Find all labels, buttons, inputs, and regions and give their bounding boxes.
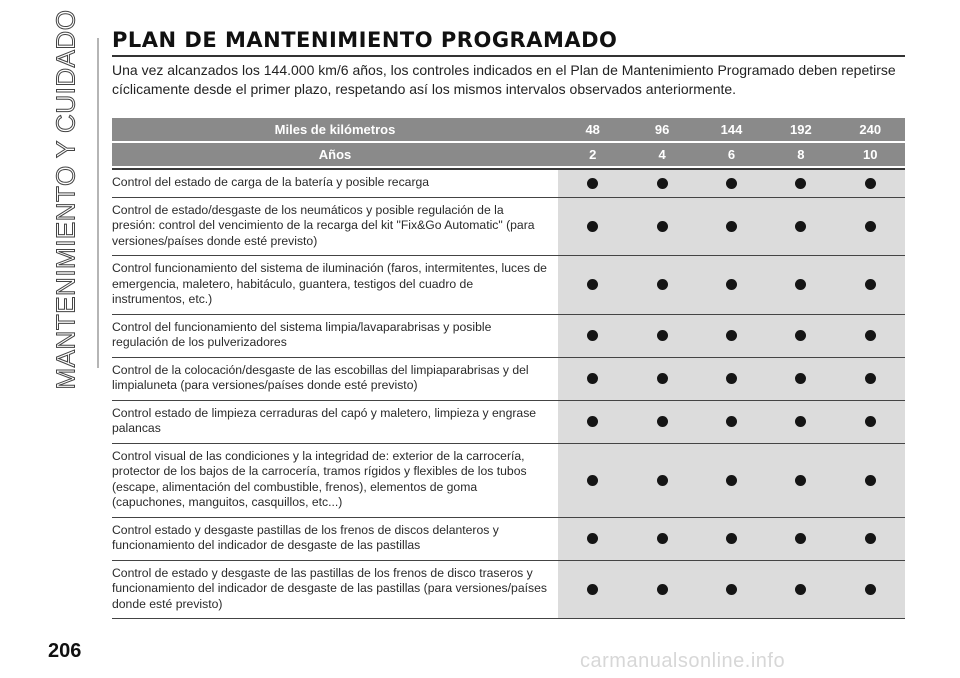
interval-cell — [697, 416, 766, 427]
interval-cell — [697, 178, 766, 189]
interval-cell — [697, 475, 766, 486]
interval-cell — [836, 279, 905, 290]
check-dot-icon — [865, 178, 876, 189]
header-year-value: 10 — [863, 147, 878, 162]
row-description: Control funcionamiento del sistema de iluminación (faros, intermitentes, luces de emergencia, maletero, habitáculo, guantera, testigos del cuadro de instrumentos, etc.) — [112, 256, 558, 314]
check-dot-icon — [587, 221, 598, 232]
check-dot-icon — [865, 584, 876, 595]
interval-cell — [766, 279, 835, 290]
interval-cell — [836, 221, 905, 232]
interval-cell — [697, 584, 766, 595]
interval-cell — [558, 373, 627, 384]
header-years-label: Años — [318, 147, 352, 162]
row-interval-cells — [558, 170, 905, 197]
interval-cell — [558, 584, 627, 595]
check-dot-icon — [795, 330, 806, 341]
section-side-title — [46, 9, 86, 389]
check-dot-icon — [587, 416, 598, 427]
interval-cell — [697, 279, 766, 290]
header-km-value: 48 — [585, 122, 600, 137]
table-row — [112, 170, 905, 198]
check-dot-icon — [865, 533, 876, 544]
check-dot-icon — [726, 533, 737, 544]
row-interval-cells — [558, 518, 905, 560]
table-row — [112, 256, 905, 315]
interval-cell — [627, 533, 696, 544]
check-dot-icon — [657, 330, 668, 341]
check-dot-icon — [657, 373, 668, 384]
check-dot-icon — [657, 279, 668, 290]
check-dot-icon — [726, 475, 737, 486]
row-description: Control visual de las condiciones y la integridad de: exterior de la carrocería, protector de los bajos de la carrocería, tramos rígidos y flexibles de los tubos (escape, alimentación del combustible, frenos), elementos de goma (capuchones, manguitos, casquillos, etc...) — [112, 444, 558, 517]
check-dot-icon — [865, 416, 876, 427]
row-interval-cells — [558, 256, 905, 314]
intro-paragraph: Una vez alcanzados los 144.000 km/6 años, los controles indicados en el Plan de Mantenimiento Programado deben repetirse cíclicamente desde el primer plazo, respetando así los mismos intervalos observados anteriormente. — [112, 62, 896, 97]
header-year-value: 6 — [727, 147, 736, 162]
interval-cell — [558, 330, 627, 341]
check-dot-icon — [726, 584, 737, 595]
interval-cell — [627, 178, 696, 189]
header-row-years — [112, 143, 905, 166]
interval-cell — [627, 221, 696, 232]
check-dot-icon — [865, 475, 876, 486]
interval-cell — [627, 330, 696, 341]
row-description: Control de la colocación/desgaste de las escobillas del limpiaparabrisas y del limpialuneta (para versiones/países donde esté previsto) — [112, 358, 558, 400]
check-dot-icon — [657, 416, 668, 427]
header-year-value: 4 — [658, 147, 666, 162]
interval-cell — [627, 279, 696, 290]
header-km-value: 192 — [790, 122, 812, 137]
interval-cell — [627, 416, 696, 427]
row-description: Control estado de limpieza cerraduras del capó y maletero, limpieza y engrase palancas — [112, 401, 558, 443]
check-dot-icon — [795, 533, 806, 544]
interval-cell — [558, 279, 627, 290]
check-dot-icon — [657, 584, 668, 595]
row-interval-cells — [558, 561, 905, 619]
check-dot-icon — [587, 178, 598, 189]
interval-cell — [836, 533, 905, 544]
interval-cell — [836, 416, 905, 427]
row-interval-cells — [558, 444, 905, 517]
check-dot-icon — [795, 373, 806, 384]
check-dot-icon — [795, 416, 806, 427]
row-description: Control de estado y desgaste de las pastillas de los frenos de disco traseros y funcionamiento del indicador de desgaste de las pastillas (para versiones/países donde esté previsto) — [112, 561, 558, 619]
table-row — [112, 358, 905, 401]
header-km-label: Miles de kilómetros — [274, 122, 396, 137]
interval-cell — [697, 221, 766, 232]
check-dot-icon — [795, 279, 806, 290]
check-dot-icon — [657, 221, 668, 232]
check-dot-icon — [657, 178, 668, 189]
table-row — [112, 198, 905, 257]
check-dot-icon — [587, 533, 598, 544]
page-title: PLAN DE MANTENIMIENTO PROGRAMADO — [112, 28, 905, 57]
check-dot-icon — [657, 533, 668, 544]
check-dot-icon — [795, 221, 806, 232]
interval-cell — [836, 584, 905, 595]
interval-cell — [558, 475, 627, 486]
check-dot-icon — [587, 330, 598, 341]
table-row — [112, 444, 905, 518]
check-dot-icon — [726, 416, 737, 427]
interval-cell — [766, 475, 835, 486]
interval-cell — [558, 416, 627, 427]
row-description: Control de estado/desgaste de los neumáticos y posible regulación de la presión: control del vencimiento de la recarga del kit "Fix&Go Automatic" (para versiones/países donde esté previsto) — [112, 198, 558, 256]
row-interval-cells — [558, 315, 905, 357]
row-interval-cells — [558, 401, 905, 443]
check-dot-icon — [795, 584, 806, 595]
check-dot-icon — [726, 330, 737, 341]
header-row-km — [112, 118, 905, 141]
side-title-text: MANTENIMIENTO Y CUIDADO — [50, 9, 81, 389]
check-dot-icon — [587, 279, 598, 290]
interval-cell — [766, 533, 835, 544]
interval-cell — [697, 533, 766, 544]
table-row — [112, 561, 905, 620]
table-row — [112, 315, 905, 358]
table-body — [112, 170, 905, 619]
watermark: carmanualsonline.info — [580, 650, 786, 672]
interval-cell — [766, 416, 835, 427]
header-year-value: 2 — [589, 147, 597, 162]
interval-cell — [697, 373, 766, 384]
interval-cell — [558, 533, 627, 544]
check-dot-icon — [726, 178, 737, 189]
interval-cell — [766, 178, 835, 189]
row-description: Control estado y desgaste pastillas de los frenos de discos delanteros y funcionamiento del indicador de desgaste de las pastillas — [112, 518, 558, 560]
interval-cell — [697, 330, 766, 341]
check-dot-icon — [865, 330, 876, 341]
interval-cell — [766, 373, 835, 384]
table-row — [112, 518, 905, 561]
check-dot-icon — [795, 178, 806, 189]
header-km-value: 96 — [654, 122, 670, 137]
check-dot-icon — [726, 221, 737, 232]
interval-cell — [627, 475, 696, 486]
check-dot-icon — [657, 475, 668, 486]
header-year-value: 8 — [797, 147, 805, 162]
check-dot-icon — [865, 373, 876, 384]
interval-cell — [766, 330, 835, 341]
page-number: 206 — [48, 640, 82, 662]
table-row — [112, 401, 905, 444]
row-interval-cells — [558, 198, 905, 256]
check-dot-icon — [865, 279, 876, 290]
interval-cell — [836, 475, 905, 486]
header-km-value: 240 — [859, 122, 882, 137]
interval-cell — [627, 584, 696, 595]
header-km-value: 144 — [720, 122, 743, 137]
interval-cell — [558, 178, 627, 189]
check-dot-icon — [865, 221, 876, 232]
row-interval-cells — [558, 358, 905, 400]
check-dot-icon — [726, 373, 737, 384]
check-dot-icon — [726, 279, 737, 290]
interval-cell — [558, 221, 627, 232]
interval-cell — [836, 178, 905, 189]
interval-cell — [766, 584, 835, 595]
check-dot-icon — [587, 373, 598, 384]
row-description: Control del funcionamiento del sistema limpia/lavaparabrisas y posible regulación de los pulverizadores — [112, 315, 558, 357]
row-description: Control del estado de carga de la batería y posible recarga — [112, 170, 558, 197]
side-divider — [97, 38, 99, 368]
check-dot-icon — [795, 475, 806, 486]
interval-cell — [627, 373, 696, 384]
check-dot-icon — [587, 584, 598, 595]
check-dot-icon — [587, 475, 598, 486]
interval-cell — [836, 373, 905, 384]
interval-cell — [836, 330, 905, 341]
maintenance-table — [112, 118, 905, 619]
interval-cell — [766, 221, 835, 232]
